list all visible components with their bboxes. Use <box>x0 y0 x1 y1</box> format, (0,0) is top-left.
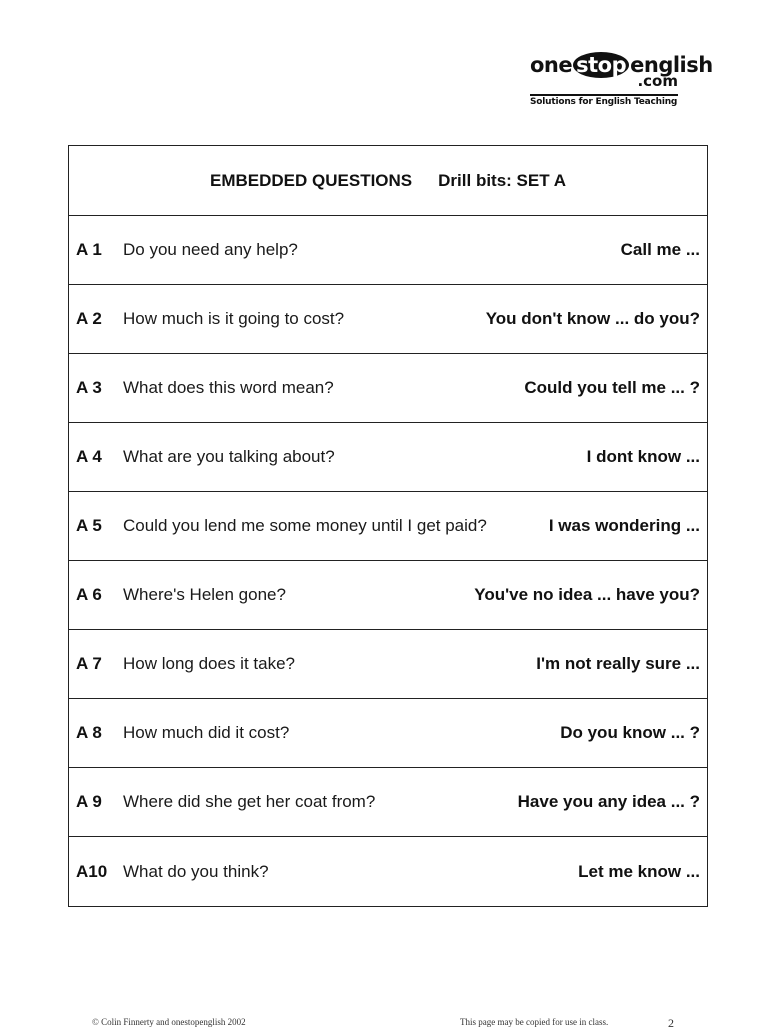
row-number: A 9 <box>76 792 102 811</box>
row-number: A 6 <box>76 585 102 604</box>
row-question: How much is it going to cost? <box>123 309 345 328</box>
table-title: EMBEDDED QUESTIONS <box>210 170 413 190</box>
row-question: Where did she get her coat from? <box>123 792 376 811</box>
row-number: A 5 <box>76 516 102 535</box>
row-prompt: You've no idea ... have you? <box>474 585 700 604</box>
row-prompt: Could you tell me ... ? <box>524 378 700 397</box>
row-number: A 4 <box>76 447 102 466</box>
row-question: Could you lend me some money until I get paid? <box>123 516 487 535</box>
table-row <box>69 285 707 354</box>
table-subtitle: Drill bits: SET A <box>438 170 566 190</box>
row-question: Do you need any help? <box>123 240 298 259</box>
logo-text-stop: stop <box>573 52 629 78</box>
table-row <box>69 492 707 561</box>
row-prompt: I dont know ... <box>586 447 700 466</box>
row-prompt: Call me ... <box>620 240 700 259</box>
row-question: Where's Helen gone? <box>123 585 286 604</box>
table-row <box>69 561 707 630</box>
row-number: A 8 <box>76 723 102 742</box>
row-number: A10 <box>76 861 108 881</box>
table-row <box>69 354 707 423</box>
logo-text-english: english <box>630 53 713 77</box>
table-header <box>69 146 707 216</box>
table-row <box>69 630 707 699</box>
onestopenglish-logo <box>530 50 713 112</box>
table-row <box>69 768 707 837</box>
row-question: What are you talking about? <box>123 447 335 466</box>
logo-wordmark <box>530 52 713 78</box>
row-question: How long does it take? <box>123 654 295 673</box>
logo-text-one: one <box>530 53 573 77</box>
footer-copy-note: This page may be copied for use in class. <box>460 1017 609 1027</box>
row-prompt: I was wondering ... <box>548 516 700 535</box>
logo-rule <box>530 94 678 96</box>
footer-copyright: © Colin Finnerty and onestopenglish 2002 <box>92 1017 246 1027</box>
row-number: A 1 <box>76 240 102 259</box>
table-rows <box>69 216 707 906</box>
logo-domain: .com <box>637 72 678 90</box>
row-question: How much did it cost? <box>123 723 290 742</box>
row-prompt: I'm not really sure ... <box>536 654 700 673</box>
table-row <box>69 423 707 492</box>
row-number: A 2 <box>76 309 102 328</box>
table-row <box>69 216 707 285</box>
row-prompt: Have you any idea ... ? <box>517 792 700 811</box>
row-question: What do you think? <box>123 861 269 881</box>
table-row <box>69 837 707 906</box>
drill-table <box>68 145 708 907</box>
row-prompt: Do you know ... ? <box>560 723 700 742</box>
page-number: 2 <box>668 1016 674 1030</box>
row-number: A 3 <box>76 378 102 397</box>
row-prompt: Let me know ... <box>578 861 700 881</box>
row-number: A 7 <box>76 654 102 673</box>
logo-tagline: Solutions for English Teaching <box>530 97 678 107</box>
table-row <box>69 699 707 768</box>
row-prompt: You don't know ... do you? <box>485 309 700 328</box>
row-question: What does this word mean? <box>123 378 334 397</box>
